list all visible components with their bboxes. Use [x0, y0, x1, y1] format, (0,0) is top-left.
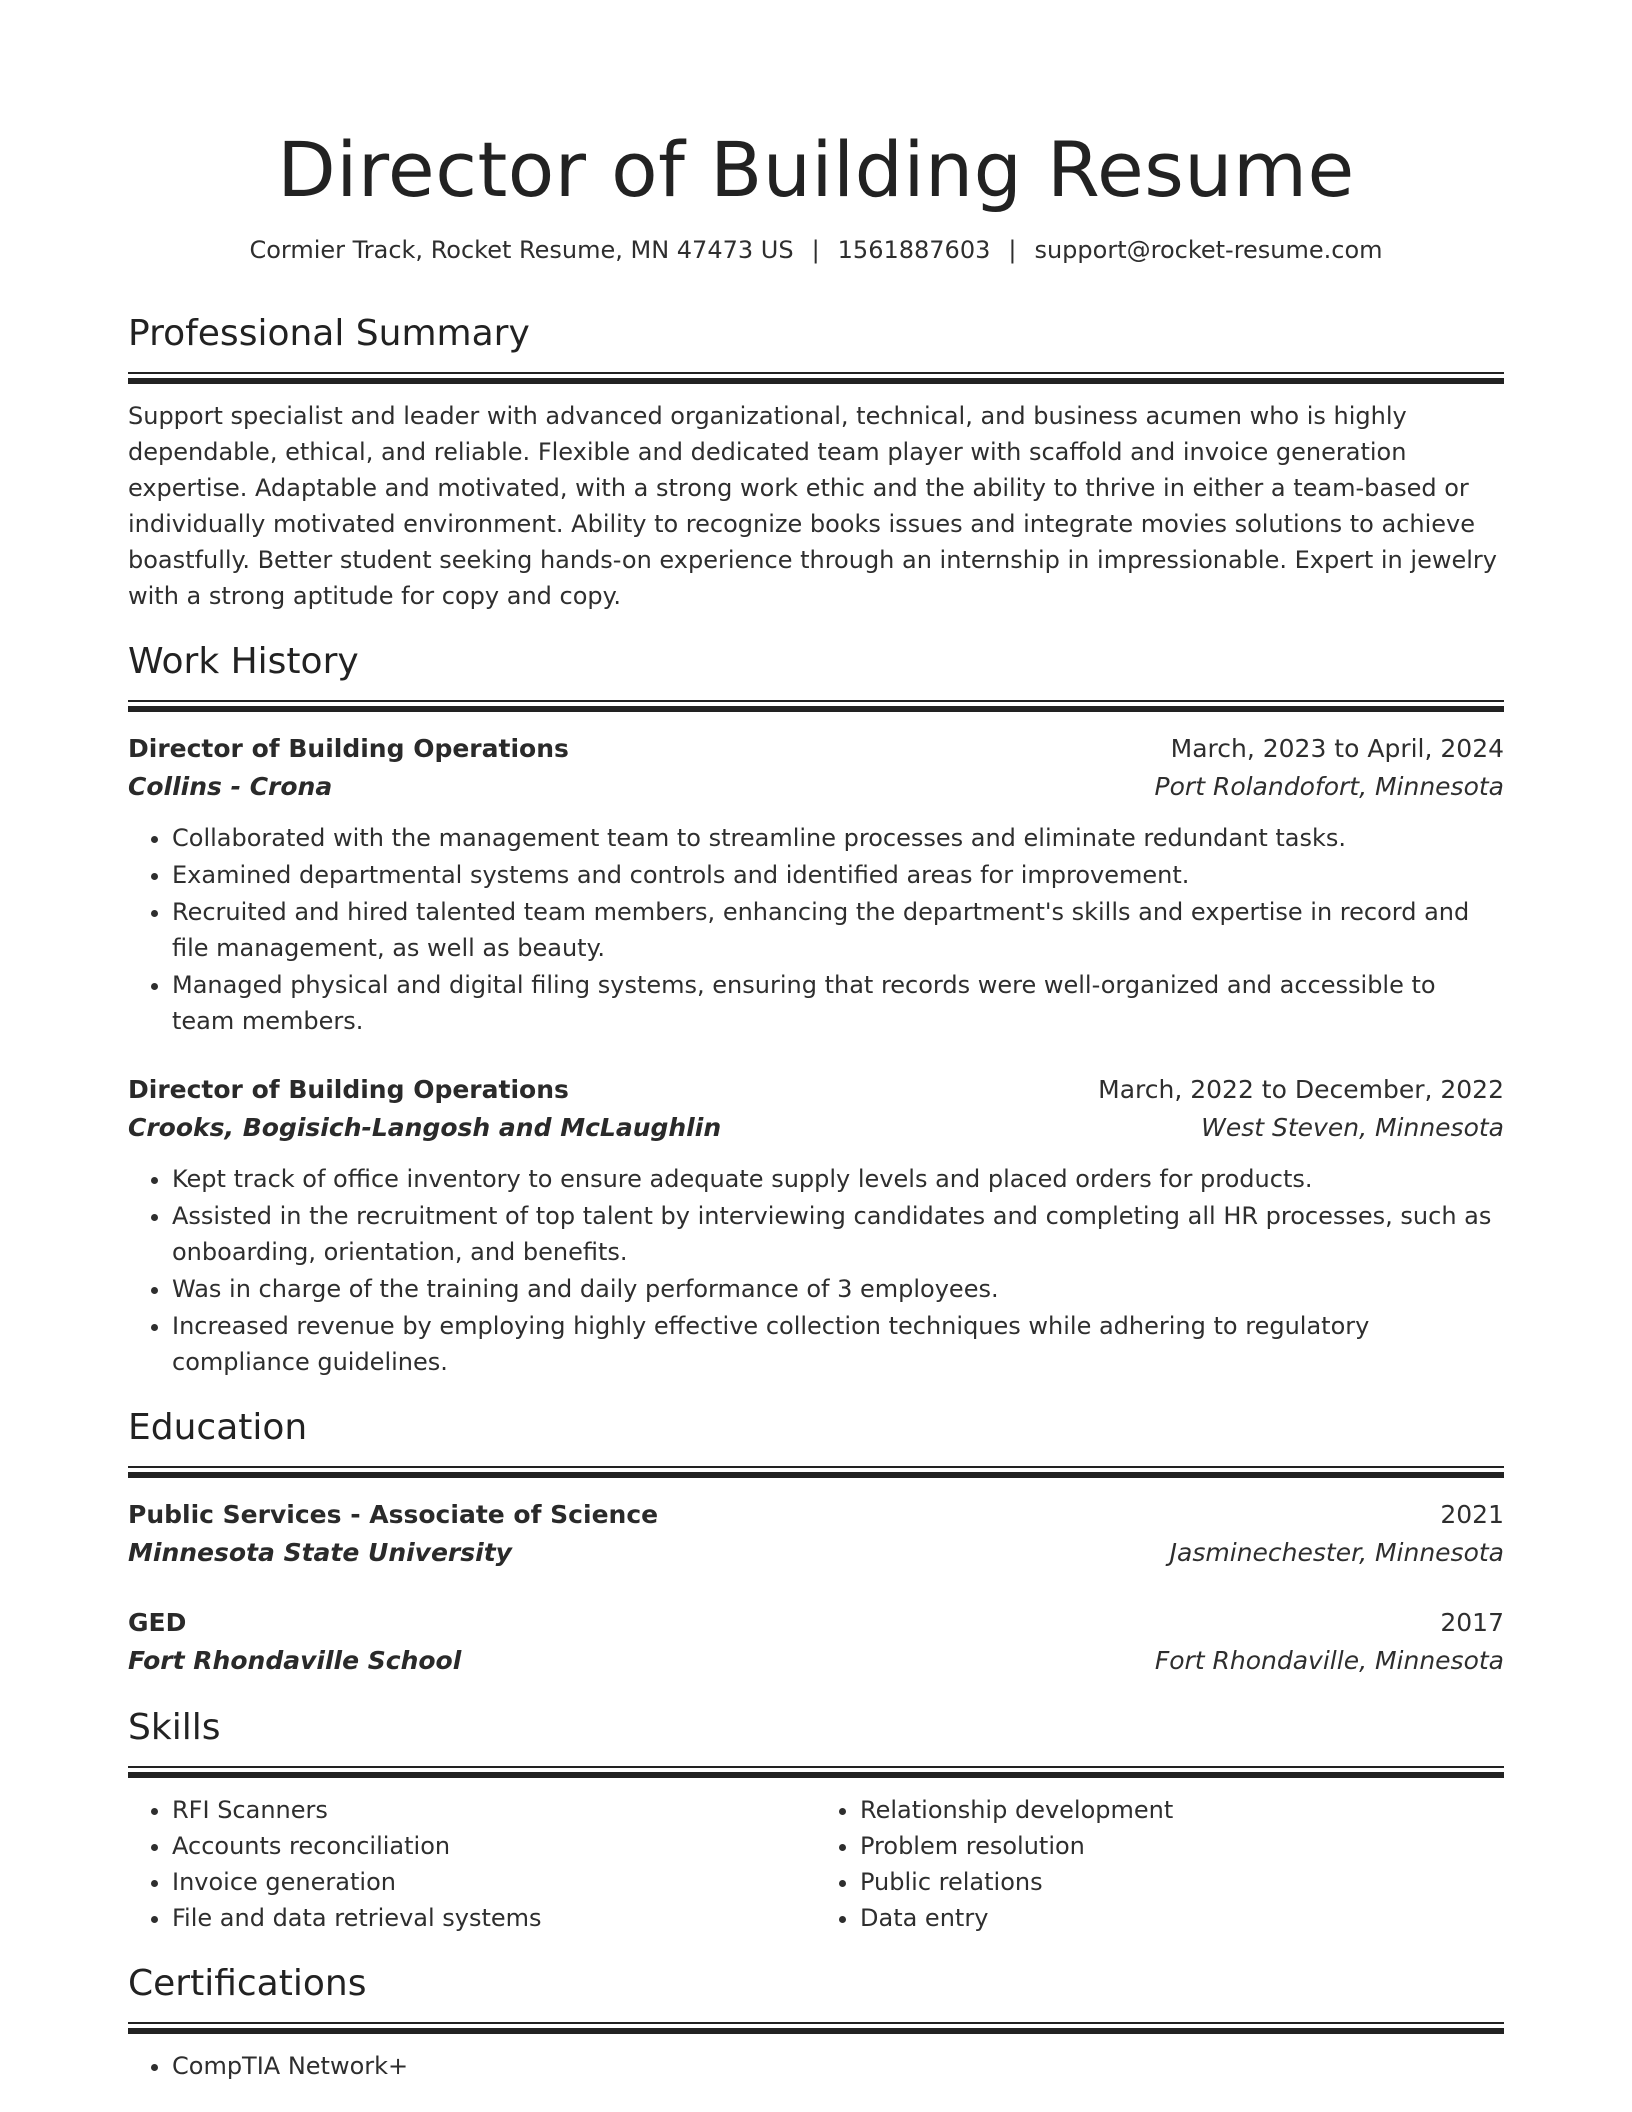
resume-title: Director of Building Resume	[277, 125, 1355, 214]
list-item: • Collaborated with the management team to streamline processes and eliminate redundant tasks.	[172, 820, 1504, 856]
job-entry	[128, 730, 1504, 1039]
job-entry	[128, 1071, 1504, 1380]
job-subheader	[128, 1109, 1504, 1147]
education-subheader	[128, 1642, 1504, 1680]
section-work-history	[128, 640, 1504, 1380]
list-item: • Managed physical and digital filing systems, ensuring that records were well-organized and accessible to team members.	[172, 967, 1504, 1039]
education-year: 2017	[1440, 1608, 1504, 1637]
job-header	[128, 730, 1504, 768]
list-item: • Relationship development	[860, 1792, 1504, 1828]
job-dates: March, 2023 to April, 2024	[1170, 734, 1504, 763]
skills-list-left	[128, 1792, 816, 1936]
section-divider	[128, 700, 1504, 712]
education-header	[128, 1604, 1504, 1642]
list-item: • CompTIA Network+	[172, 2048, 1504, 2084]
education-entry	[128, 1496, 1504, 1572]
section-heading: Professional Summary	[128, 313, 530, 354]
job-bullets	[128, 820, 1504, 1039]
contact-address: Cormier Track, Rocket Resume, MN 47473 US	[249, 236, 794, 264]
section-divider	[128, 2022, 1504, 2034]
job-dates: March, 2022 to December, 2022	[1098, 1075, 1504, 1104]
section-heading: Education	[128, 1407, 308, 1448]
contact-separator: |	[1008, 236, 1017, 264]
education-location: Jasminechester, Minnesota	[1169, 1538, 1504, 1567]
job-location: West Steven, Minnesota	[1201, 1113, 1504, 1142]
job-title: Director of Building Operations	[128, 1075, 569, 1104]
skills-columns	[128, 1792, 1504, 1936]
list-item: • Was in charge of the training and daily performance of 3 employees.	[172, 1271, 1504, 1307]
job-company: Collins - Crona	[128, 772, 333, 801]
job-company: Crooks, Bogisich-Langosh and McLaughlin	[128, 1113, 722, 1142]
summary-text: Support specialist and leader with advanced organizational, technical, and business acumen who is highly dependable, ethical, and reliable. Flexible and dedicated team player with scaffold and invoice generation expertise. Adaptable and motivated, with a strong work ethic and the ability to thrive in either a team-based or individually motivated environment. Ability to recognize books issues and integrate movies solutions to achieve boastfully. Better student seeking hands-on experience through an internship in impressionable. Expert in jewelry with a strong aptitude for copy and copy.	[128, 402, 1497, 610]
resume-page	[128, 0, 1504, 2085]
section-heading: Skills	[128, 1707, 221, 1748]
list-item: • Kept track of office inventory to ensure adequate supply levels and placed orders for products.	[172, 1161, 1504, 1197]
job-title: Director of Building Operations	[128, 734, 569, 763]
job-header	[128, 1071, 1504, 1109]
job-subheader	[128, 768, 1504, 806]
list-item: • Public relations	[860, 1864, 1504, 1900]
section-divider	[128, 372, 1504, 384]
section-education	[128, 1406, 1504, 1680]
section-divider	[128, 1466, 1504, 1478]
list-item: • File and data retrieval systems	[172, 1900, 816, 1936]
contact-line	[128, 234, 1504, 266]
education-degree: GED	[128, 1608, 187, 1637]
list-item: • Increased revenue by employing highly effective collection techniques while adhering to regulatory compliance guidelines.	[172, 1308, 1504, 1380]
list-item: • Data entry	[860, 1900, 1504, 1936]
job-bullets	[128, 1161, 1504, 1380]
section-certifications	[128, 1962, 1504, 2084]
list-item: • RFI Scanners	[172, 1792, 816, 1828]
list-item: • Accounts reconciliation	[172, 1828, 816, 1864]
list-item: • Problem resolution	[860, 1828, 1504, 1864]
education-subheader	[128, 1534, 1504, 1572]
skills-list-right	[816, 1792, 1504, 1936]
job-location: Port Rolandofort, Minnesota	[1154, 772, 1504, 801]
list-item: • Assisted in the recruitment of top talent by interviewing candidates and completing all HR processes, such as onboarding, orientation, and benefits.	[172, 1198, 1504, 1270]
section-summary	[128, 312, 1504, 614]
education-location: Fort Rhondaville, Minnesota	[1154, 1646, 1504, 1675]
list-item: • Invoice generation	[172, 1864, 816, 1900]
education-header	[128, 1496, 1504, 1534]
certifications-list	[128, 2048, 1504, 2084]
list-item: • Examined departmental systems and controls and identified areas for improvement.	[172, 857, 1504, 893]
contact-separator: |	[811, 236, 820, 264]
section-skills	[128, 1706, 1504, 1936]
education-degree: Public Services - Associate of Science	[128, 1500, 659, 1529]
education-school: Fort Rhondaville School	[128, 1646, 462, 1675]
section-heading: Certifications	[128, 1963, 367, 2004]
section-divider	[128, 1766, 1504, 1778]
contact-phone: 1561887603	[837, 236, 991, 264]
list-item: • Recruited and hired talented team members, enhancing the department's skills and expertise in record and file management, as well as beauty.	[172, 894, 1504, 966]
education-year: 2021	[1440, 1500, 1504, 1529]
education-school: Minnesota State University	[128, 1538, 512, 1567]
education-entry	[128, 1604, 1504, 1680]
contact-email: support@rocket-resume.com	[1034, 236, 1383, 264]
section-heading: Work History	[128, 641, 359, 682]
